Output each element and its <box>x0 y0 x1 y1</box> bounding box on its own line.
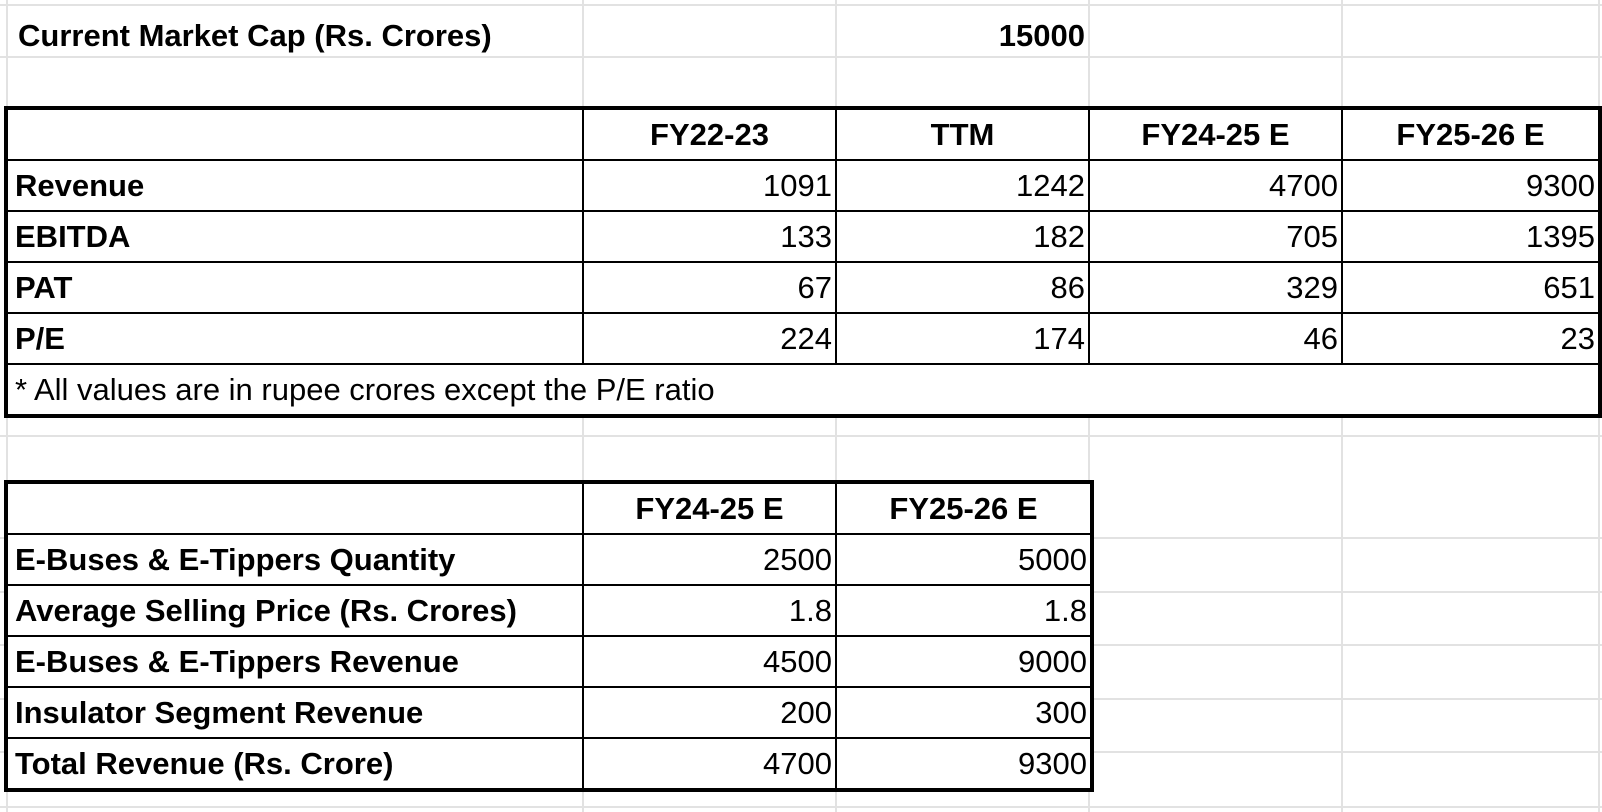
value-cell: 9300 <box>1342 160 1599 211</box>
value-cell: 46 <box>1089 313 1342 364</box>
value-cell: 133 <box>583 211 836 262</box>
table-row <box>7 738 1091 789</box>
footnote: * All values are in rupee crores except the P/E ratio <box>7 364 1599 415</box>
table-row <box>7 534 1091 585</box>
value-cell: 4700 <box>583 738 836 789</box>
header-cell: FY25-26 E <box>1342 109 1599 160</box>
header-cell: FY24-25 E <box>583 483 836 534</box>
header-cell: FY22-23 <box>583 109 836 160</box>
value-cell: 4700 <box>1089 160 1342 211</box>
header-cell <box>7 483 583 534</box>
row-label: Total Revenue (Rs. Crore) <box>7 738 583 789</box>
value-cell: 1.8 <box>836 585 1091 636</box>
market-cap-value: 15000 <box>998 18 1085 53</box>
value-cell: 1395 <box>1342 211 1599 262</box>
table-row <box>7 262 1599 313</box>
header-cell: FY25-26 E <box>836 483 1091 534</box>
value-cell: 67 <box>583 262 836 313</box>
value-cell: 300 <box>836 687 1091 738</box>
header-cell <box>7 109 583 160</box>
row-label: E-Buses & E-Tippers Quantity <box>7 534 583 585</box>
value-cell: 4500 <box>583 636 836 687</box>
row-label: E-Buses & E-Tippers Revenue <box>7 636 583 687</box>
table-row <box>7 160 1599 211</box>
value-cell: 224 <box>583 313 836 364</box>
value-cell: 1242 <box>836 160 1089 211</box>
row-label: Insulator Segment Revenue <box>7 687 583 738</box>
value-cell: 705 <box>1089 211 1342 262</box>
revenue-header-row <box>7 483 1091 534</box>
row-label: P/E <box>7 313 583 364</box>
row-label: EBITDA <box>7 211 583 262</box>
financials-table <box>6 108 1600 416</box>
value-cell: 9000 <box>836 636 1091 687</box>
value-cell: 182 <box>836 211 1089 262</box>
value-cell: 200 <box>583 687 836 738</box>
value-cell: 9300 <box>836 738 1091 789</box>
note-row <box>7 364 1599 415</box>
table-row <box>7 636 1091 687</box>
value-cell: 329 <box>1089 262 1342 313</box>
value-cell: 174 <box>836 313 1089 364</box>
value-cell: 5000 <box>836 534 1091 585</box>
value-cell: 1.8 <box>583 585 836 636</box>
row-label: Average Selling Price (Rs. Crores) <box>7 585 583 636</box>
table-row <box>7 687 1091 738</box>
financials-header-row <box>7 109 1599 160</box>
row-label: Revenue <box>7 160 583 211</box>
table-row <box>7 211 1599 262</box>
header-cell: TTM <box>836 109 1089 160</box>
value-cell: 23 <box>1342 313 1599 364</box>
value-cell: 2500 <box>583 534 836 585</box>
revenue-build-table <box>6 482 1092 790</box>
value-cell: 1091 <box>583 160 836 211</box>
value-cell: 86 <box>836 262 1089 313</box>
row-label: PAT <box>7 262 583 313</box>
market-cap-label: Current Market Cap (Rs. Crores) <box>18 18 492 53</box>
header-cell: FY24-25 E <box>1089 109 1342 160</box>
table-row <box>7 313 1599 364</box>
value-cell: 651 <box>1342 262 1599 313</box>
table-row <box>7 585 1091 636</box>
